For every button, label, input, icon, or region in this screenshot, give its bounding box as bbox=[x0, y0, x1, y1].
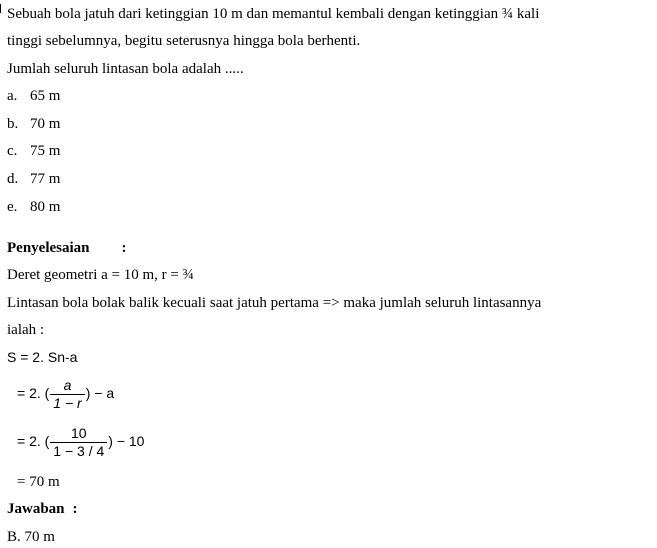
eq2-suffix: ) − 10 bbox=[108, 433, 145, 449]
option-text: 65 m bbox=[30, 88, 61, 104]
answer-heading-colon: : bbox=[72, 501, 78, 517]
option-letter: b. bbox=[7, 116, 19, 132]
option-d bbox=[7, 170, 60, 188]
lintasan-line-2: ialah : bbox=[7, 322, 45, 338]
option-e bbox=[7, 198, 60, 216]
answer-heading-text: Jawaban bbox=[7, 501, 65, 517]
fraction-denominator: 1 − r bbox=[53, 394, 82, 411]
equation-1 bbox=[17, 376, 114, 412]
option-a bbox=[7, 87, 60, 105]
fraction-a-over-1-minus-r bbox=[50, 377, 84, 412]
question-line-2: tinggi sebelumnya, begitu seterusnya hingga bola berhenti. bbox=[7, 33, 361, 49]
option-text: 77 m bbox=[30, 171, 61, 187]
option-letter: a. bbox=[7, 88, 18, 104]
fraction-denominator: 1 − 3 / 4 bbox=[53, 442, 105, 459]
bullet-mark bbox=[0, 4, 4, 13]
equation-3-result: = 70 m bbox=[17, 474, 60, 490]
question-line-1: Sebuah bola jatuh dari ketinggian 10 m dan memantul kembali dengan ketinggian ¾ kali bbox=[7, 6, 540, 22]
equation-2 bbox=[17, 424, 144, 460]
eq1-suffix: ) − a bbox=[85, 385, 115, 401]
option-b bbox=[7, 115, 60, 133]
question-line-3: Jumlah seluruh lintasan bola adalah ..... bbox=[7, 61, 244, 77]
option-letter: e. bbox=[7, 199, 18, 215]
fraction-numerator: a bbox=[50, 377, 84, 395]
solution-heading bbox=[7, 239, 127, 257]
equation-0: S = 2. Sn-a bbox=[7, 349, 78, 365]
option-text: 80 m bbox=[30, 199, 61, 215]
eq1-prefix: = 2. ( bbox=[17, 385, 50, 401]
deret-line: Deret geometri a = 10 m, r = ¾ bbox=[7, 267, 194, 283]
solution-heading-text: Penyelesaian bbox=[7, 240, 90, 256]
solution-heading-colon: : bbox=[121, 240, 127, 256]
lintasan-line-1: Lintasan bola bolak balik kecuali saat jatuh pertama => maka jumlah seluruh lintasannya bbox=[7, 295, 542, 311]
eq2-prefix: = 2. ( bbox=[17, 433, 50, 449]
answer-text: B. 70 m bbox=[7, 529, 55, 545]
option-letter: d. bbox=[7, 171, 19, 187]
fraction-numerator: 10 bbox=[50, 425, 107, 443]
option-letter: c. bbox=[7, 143, 18, 159]
answer-heading bbox=[7, 500, 78, 518]
option-text: 70 m bbox=[30, 116, 61, 132]
fraction-10-over-1-minus-3-4 bbox=[50, 425, 107, 460]
option-c bbox=[7, 142, 60, 160]
option-text: 75 m bbox=[30, 143, 61, 159]
